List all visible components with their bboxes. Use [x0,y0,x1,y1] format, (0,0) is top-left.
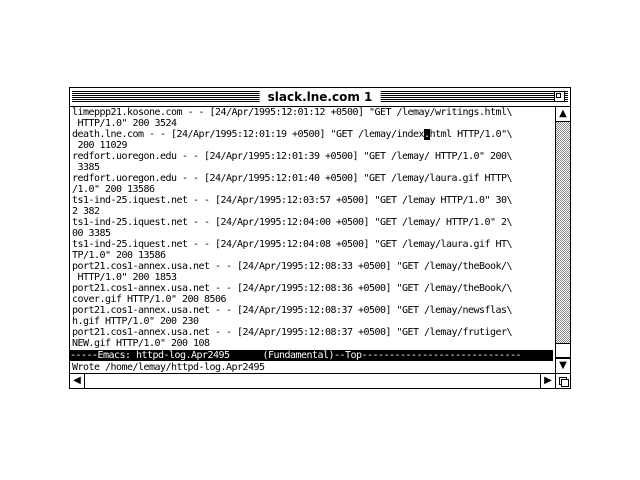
buffer-line: limeppp21.kosone.com - - [24/Apr/1995:12:01:12 +0500] "GET /lemay/writings.html\ [72,107,513,118]
buffer-line: port21.cos1-annex.usa.net - - [24/Apr/1995:12:08:33 +0500] "GET /lemay/theBook/\ [72,261,513,272]
horizontal-scrollbar[interactable] [70,373,555,388]
buffer-line: ts1-ind-25.iquest.net - - [24/Apr/1995:12:04:00 +0500] "GET /lemay/ HTTP/1.0" 2\ [72,217,513,228]
zoom-box-icon[interactable] [554,91,565,102]
text-cursor: . [424,129,430,140]
buffer-line: /1.0" 200 13586 [72,184,155,195]
buffer-line: HTTP/1.0" 200 1853 [72,272,177,283]
buffer-line: port21.cos1-annex.usa.net - - [24/Apr/1995:12:08:36 +0500] "GET /lemay/theBook/\ [72,283,513,294]
buffer-line: 3385 [72,162,100,173]
scroll-left-arrow-icon[interactable]: ◀ [70,374,85,388]
cursor-line-before: death.lne.com - - [24/Apr/1995:12:01:19 +0500] "GET /lemay/index [72,129,425,140]
scroll-thumb[interactable] [556,343,570,358]
buffer-line: 200 11029 [72,140,128,151]
buffer-line: port21.cos1-annex.usa.net - - [24/Apr/1995:12:08:37 +0500] "GET /lemay/frutiger\ [72,327,513,338]
window-title: slack.lne.com 1 [260,89,381,105]
cursor-line-after: html HTTP/1.0"\ [429,129,513,140]
scroll-down-arrow-icon[interactable]: ▼ [556,358,570,373]
title-bar[interactable] [70,88,570,107]
vertical-scrollbar[interactable] [555,107,570,373]
buffer-line: TP/1.0" 200 13586 [72,250,166,261]
buffer-line: 2 382 [72,206,100,217]
emacs-window [69,87,571,389]
mode-line: -----Emacs: httpd-log.Apr2495 (Fundamental)--Top----------------------------- [70,350,553,361]
text-buffer[interactable] [72,107,553,353]
buffer-line: cover.gif HTTP/1.0" 200 8506 [72,294,227,305]
buffer-line: HTTP/1.0" 200 3524 [72,118,177,129]
resize-grow-box-icon[interactable] [555,373,570,388]
buffer-line: port21.cos1-annex.usa.net - - [24/Apr/1995:12:08:37 +0500] "GET /lemay/newsflas\ [72,305,513,316]
buffer-line: ts1-ind-25.iquest.net - - [24/Apr/1995:12:03:57 +0500] "GET /lemay HTTP/1.0" 30\ [72,195,513,206]
minibuffer[interactable]: Wrote /home/lemay/httpd-log.Apr2495 [72,362,265,373]
buffer-line: h.gif HTTP/1.0" 200 230 [72,316,199,327]
buffer-line: NEW.gif HTTP/1.0" 200 108 [72,338,210,349]
buffer-line: redfort.uoregon.edu - - [24/Apr/1995:12:01:39 +0500] "GET /lemay/ HTTP/1.0" 200\ [72,151,513,162]
buffer-line-with-cursor [72,129,512,140]
buffer-line: 00 3385 [72,228,111,239]
scroll-right-arrow-icon[interactable]: ▶ [540,374,555,388]
buffer-line: ts1-ind-25.iquest.net - - [24/Apr/1995:12:04:08 +0500] "GET /lemay/laura.gif HT\ [72,239,513,250]
scroll-up-arrow-icon[interactable]: ▲ [556,107,570,122]
buffer-line: redfort.uoregon.edu - - [24/Apr/1995:12:01:40 +0500] "GET /lemay/laura.gif HTTP\ [72,173,513,184]
